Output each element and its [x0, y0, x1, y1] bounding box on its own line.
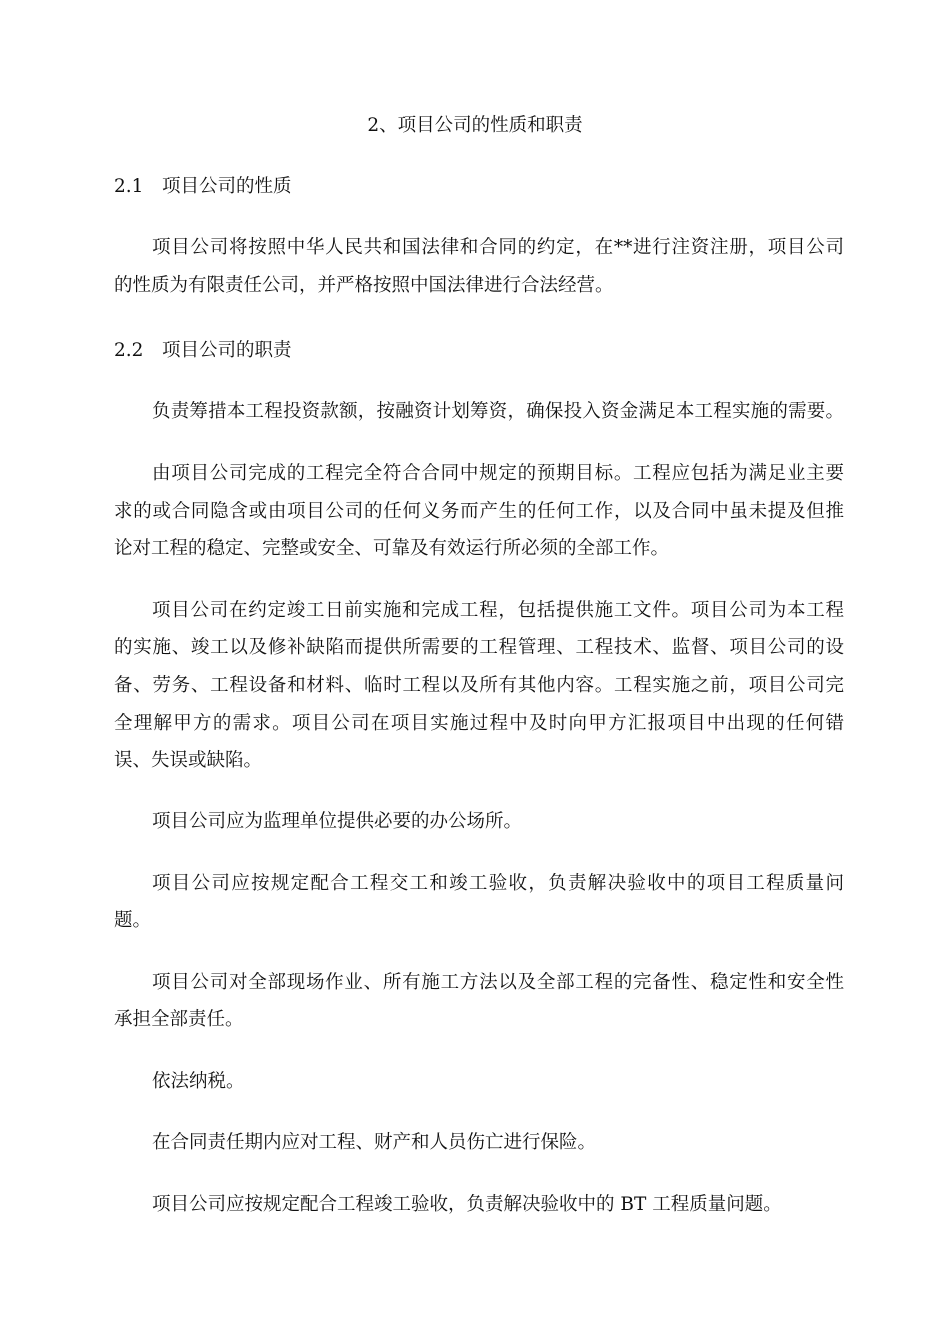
section-number: 2.2	[114, 340, 144, 361]
section-number: 2.1	[114, 176, 144, 197]
paragraph-line: 全理解甲方的需求。项目公司在项目实施过程中及时向甲方汇报项目中出现的任何错	[114, 713, 844, 734]
paragraph-line: 承担全部责任。	[114, 1009, 244, 1030]
section-heading-2-2	[114, 337, 844, 365]
paragraph-line: 在合同责任期内应对工程、财产和人员伤亡进行保险。	[152, 1132, 597, 1153]
paragraph-line: 的性质为有限责任公司，并严格按照中国法律进行合法经营。	[114, 275, 614, 296]
paragraph-line: 求的或合同隐含或由项目公司的任何义务而产生的任何工作，以及合同中虽未提及但推	[114, 501, 844, 522]
paragraph-line: 依法纳税。	[152, 1071, 245, 1092]
paragraph-line: 项目公司将按照中华人民共和国法律和合同的约定，在**进行注资注册，项目公司	[152, 237, 844, 258]
document-title: 2、项目公司的性质和职责	[367, 115, 583, 136]
paragraph-line: 项目公司应按规定配合工程交工和竣工验收，负责解决验收中的项目工程质量问	[152, 873, 844, 894]
paragraph-line: 由项目公司完成的工程完全符合合同中规定的预期目标。工程应包括为满足业主要	[152, 463, 844, 484]
paragraph-line: 备、劳务、工程设备和材料、临时工程以及所有其他内容。工程实施之前，项目公司完	[114, 675, 844, 696]
paragraph-line: 项目公司在约定竣工日前实施和完成工程，包括提供施工文件。项目公司为本工程	[152, 600, 844, 621]
paragraph-line: 论对工程的稳定、完整或安全、可靠及有效运行所必须的全部工作。	[114, 538, 670, 559]
paragraph-line: 的实施、竣工以及修补缺陷而提供所需要的工程管理、工程技术、监督、项目公司的设	[114, 637, 844, 658]
paragraph-line: 题。	[114, 910, 152, 931]
section-heading-2-1	[114, 173, 844, 201]
paragraph-line: 负责筹措本工程投资款额，按融资计划筹资，确保投入资金满足本工程实施的需要。	[152, 401, 844, 422]
paragraph-line: 项目公司对全部现场作业、所有施工方法以及全部工程的完备性、稳定性和安全性	[152, 972, 844, 993]
section-heading-text: 项目公司的性质	[162, 176, 292, 197]
paragraph-line: 项目公司应按规定配合工程竣工验收，负责解决验收中的 BT 工程质量问题。	[152, 1194, 782, 1215]
section-heading-text: 项目公司的职责	[162, 340, 292, 361]
paragraph-line: 误、失误或缺陷。	[114, 750, 263, 771]
paragraph-line: 项目公司应为监理单位提供必要的办公场所。	[152, 811, 523, 832]
